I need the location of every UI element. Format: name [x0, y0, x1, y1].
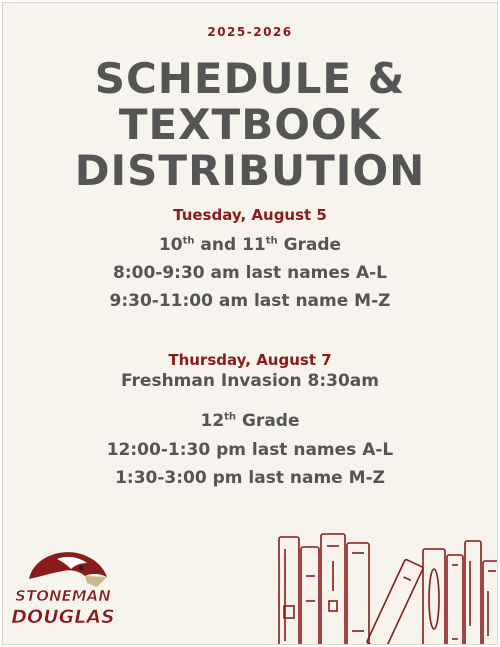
tuesday-date: Tuesday, August 5 — [173, 206, 327, 224]
thursday-date: Thursday, August 7 — [168, 351, 332, 369]
grade-10-suffix: th — [182, 235, 195, 247]
title-line-1: SCHEDULE & — [94, 54, 406, 103]
grade-12-suffix: th — [224, 411, 237, 423]
title-line-3: DISTRIBUTION — [74, 146, 426, 195]
stoneman-douglas-logo — [11, 543, 115, 633]
tuesday-slot-1: 8:00-9:30 am last names A-L — [112, 263, 387, 283]
thursday-slot-2: 1:30-3:00 pm last name M-Z — [115, 468, 385, 488]
freshman-invasion: Freshman Invasion 8:30am — [121, 371, 379, 391]
grades-and: and — [194, 235, 243, 255]
tuesday-grades — [3, 235, 497, 255]
grade-11-number: 11 — [242, 235, 266, 255]
grade-11-suffix: th — [265, 235, 278, 247]
logo-text-top: STONEMAN — [15, 587, 111, 605]
thursday-slot-1: 12:00-1:30 pm last names A-L — [106, 440, 394, 460]
title-line-2: TEXTBOOK — [118, 100, 382, 149]
grades-suffix: Grade — [277, 235, 342, 255]
grade-10-number: 10 — [158, 235, 183, 255]
logo-text-bottom: DOUGLAS — [11, 606, 115, 628]
thursday-grade — [3, 411, 497, 431]
school-year: 2025-2026 — [207, 25, 293, 39]
grade-12-label: Grade — [236, 411, 300, 431]
eagle-head-icon — [29, 552, 107, 587]
flyer-page — [2, 2, 498, 645]
grade-12-number: 12 — [200, 411, 225, 431]
tuesday-slot-2: 9:30-11:00 am last name M-Z — [109, 291, 391, 311]
books-icon — [277, 531, 498, 645]
